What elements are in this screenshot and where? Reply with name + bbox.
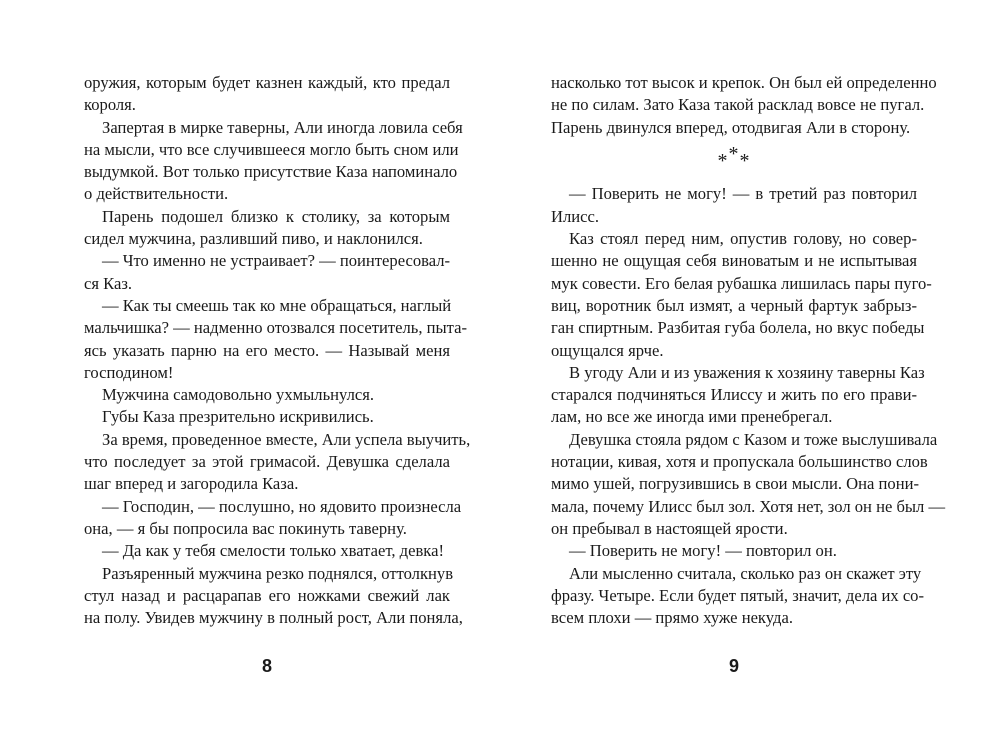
text-line: ся Каз. xyxy=(84,273,133,293)
text-line: — Да как у тебя смелости только хватает, девка! xyxy=(102,541,445,561)
text-line: короля. xyxy=(84,95,136,115)
text-line: он пребывал в настоящей ярости. xyxy=(551,518,788,538)
text-line: мала, почему Илисс был зол. Хотя нет, зол он не был — xyxy=(551,496,946,516)
text-line: насколько тот высок и крепок. Он был ей определенно xyxy=(551,73,937,92)
text-line: Парень подошел близко к столику, за которым xyxy=(102,206,450,226)
text-line: ощущался ярче. xyxy=(551,340,664,360)
text-line: она, — я бы попросила вас покинуть таверну. xyxy=(84,518,407,538)
text-line: виц, воротник был измят, а черный фартук забрыз- xyxy=(551,295,917,315)
text-line: стул назад и расцарапав его ножками свежий лак xyxy=(84,585,450,605)
text-line: не по силам. Зато Каза такой расклад вовсе не пугал. xyxy=(551,95,925,115)
text-line: что последует за этой гримасой. Девушка сделала xyxy=(84,452,450,472)
text-line: мук совести. Его белая рубашка лишилась пары пуго- xyxy=(551,273,932,293)
text-line: господином! xyxy=(84,362,174,382)
text-line: За время, проведенное вместе, Али успела выучить, xyxy=(102,429,471,449)
text-line: Илисс. xyxy=(551,206,600,226)
text-line: Разъяренный мужчина резко поднялся, оттолкнув xyxy=(102,563,454,583)
text-line: нотации, кивая, хотя и пропускала большинство слов xyxy=(551,452,928,472)
text-line: мимо ушей, погрузившись в свои мысли. Она пони- xyxy=(551,474,920,494)
text-line: ган спиртным. Разбитая губа болела, но вкус победы xyxy=(551,318,925,338)
text-line: мальчишка? — надменно отозвался посетитель, пыта- xyxy=(84,318,467,338)
text-line: — Господин, — послушно, но ядовито произнесла xyxy=(102,496,462,516)
text-line: — Как ты смеешь так ко мне обращаться, наглый xyxy=(102,295,452,315)
text-line: — Что именно не устраивает? — поинтересовал- xyxy=(102,251,451,271)
text-line: Каз стоял перед ним, опустив голову, но совер- xyxy=(569,229,917,249)
text-line: Мужчина самодовольно ухмыльнулся. xyxy=(102,385,375,405)
text-line: на полу. Увидев мужчину в полный рост, Али поняла, xyxy=(84,608,463,628)
text-line: лам, но все же иногда ими пренебрегал. xyxy=(551,407,833,427)
text-line: Девушка стояла рядом с Казом и тоже выслушивала xyxy=(569,429,938,449)
text-line: оружия, которым будет казнен каждый, кто предал xyxy=(84,73,450,92)
right-page-text xyxy=(551,72,946,629)
text-line: на мысли, что все случившееся могло быть сном или xyxy=(84,139,459,159)
text-line: старался подчиняться Илиссу и жить по его прави- xyxy=(551,385,917,405)
text-line: шаг вперед и загородила Каза. xyxy=(84,474,299,494)
text-line: Парень двинулся вперед, отодвигая Али в сторону. xyxy=(551,117,911,137)
separator-star-top: * xyxy=(728,142,740,165)
left-page-text xyxy=(84,72,471,629)
text-line: Запертая в мирке таверны, Али иногда ловила себя xyxy=(102,117,463,137)
text-line: — Поверить не могу! — в третий раз повторил xyxy=(569,184,917,204)
separator-star-right: * xyxy=(739,149,751,172)
text-line: всем плохи — прямо хуже некуда. xyxy=(551,608,793,628)
text-line: выдумкой. Вот только присутствие Каза напоминало xyxy=(84,162,458,182)
text-line: В угоду Али и из уважения к хозяину таверны Каз xyxy=(569,362,925,382)
separator-star-left: * xyxy=(717,149,729,172)
text-line: шенно не ощущая себя виноватым и не испытывая xyxy=(551,251,917,271)
section-separator xyxy=(551,139,917,184)
text-line: — Поверить не могу! — повторил он. xyxy=(569,541,837,561)
text-line: фразу. Четыре. Если будет пятый, значит, дела их со- xyxy=(551,585,925,605)
text-line: Губы Каза презрительно искривились. xyxy=(102,407,374,427)
text-line: о действительности. xyxy=(84,184,229,204)
text-line: Али мысленно считала, сколько раз он скажет эту xyxy=(569,563,922,583)
page-number-right: 9 xyxy=(728,656,739,676)
page-number-left: 8 xyxy=(261,656,272,676)
text-line: ясь указать парню на его место. — Называй меня xyxy=(84,340,450,360)
text-line: сидел мужчина, разливший пиво, и наклонился. xyxy=(84,229,423,249)
